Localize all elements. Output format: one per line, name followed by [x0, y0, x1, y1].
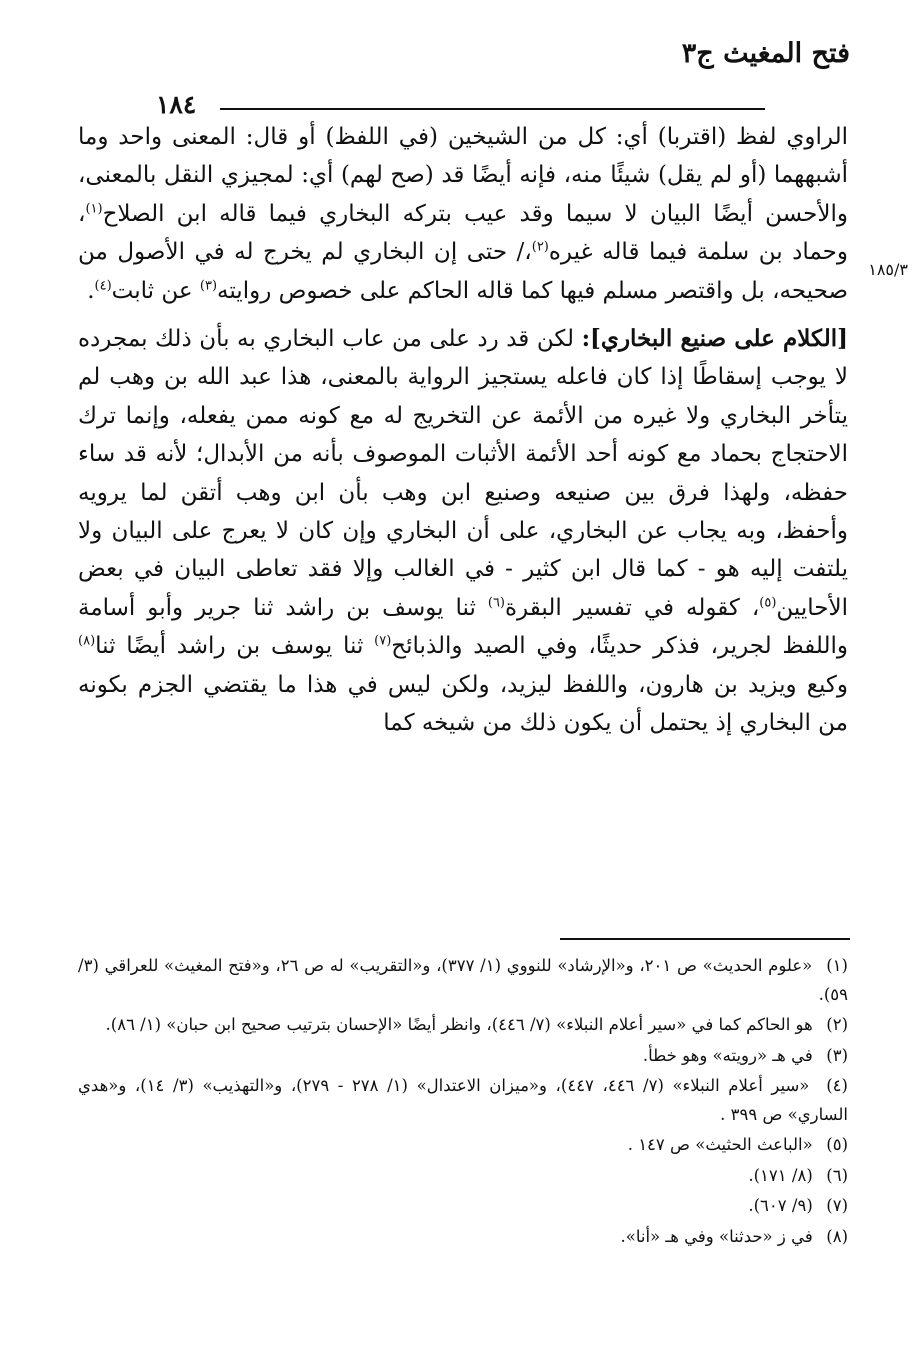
footnote-text: «سير أعلام النبلاء» (٧/ ٤٤٦، ٤٤٧)، و«ميزان الاعتدال» (١/ ٢٧٨ - ٢٧٩)، و«التهذيب» (٣/ ١٤)، و«هدي الساري» ص ٣٩٩ . — [78, 1076, 848, 1124]
footnote — [78, 1192, 848, 1221]
footnote-ref[interactable]: (١) — [85, 201, 103, 217]
footnote — [78, 1131, 848, 1160]
footnote-ref[interactable]: (٦) — [487, 595, 505, 611]
footnote — [78, 1011, 848, 1040]
footnote-number: (٤) — [826, 1076, 848, 1095]
footnote-number: (٨) — [826, 1226, 848, 1246]
text-segment: ثنا يوسف بن راشد ثنا جرير وأبو أسامة واللفظ لجرير، فذكر حديثًا، وفي الصيد والذبائح — [78, 594, 848, 660]
text-segment: ، وحماد بن سلمة فيما قاله غيره — [78, 200, 849, 266]
footnote — [78, 1072, 848, 1129]
paragraph-1 — [78, 118, 848, 310]
text-segment: ،/ حتى إن البخاري لم يخرج له في الأصول من صحيحه، بل واقتصر مسلم فيها كما قاله الحاكم على خصوص روايته — [78, 239, 848, 304]
footnote — [78, 952, 848, 1009]
text-segment: ، كقوله في تفسير البقرة — [505, 594, 760, 621]
text-segment: وكيع ويزيد بن هارون، واللفظ ليزيد، ولكن ليس في هذا ما يقتضي الجزم بكونه من البخاري إذ يحتمل أن يكون ذلك من شيخه كما — [78, 671, 848, 737]
footnote-number: (١) — [826, 956, 848, 975]
footnote — [78, 1162, 848, 1191]
footnote-number: (٥) — [826, 1135, 848, 1154]
footnote-text: «علوم الحديث» ص ٢٠١، و«الإرشاد» للنووي (١/ ٣٧٧)، و«التقريب» له ص ٢٦، و«فتح المغيث» للعراقي (٣/ ٥٩). — [78, 956, 848, 1004]
footnote — [78, 1223, 848, 1252]
footnote-number: (٦) — [826, 1165, 848, 1185]
footnote-ref[interactable]: (٢) — [531, 239, 549, 255]
footnote-text: (٨/ ١٧١). — [748, 1165, 813, 1185]
footnote-number: (٧) — [826, 1196, 848, 1215]
running-title: فتح المغيث ج٣ — [681, 38, 850, 69]
footnote-ref[interactable]: (٥) — [759, 595, 777, 611]
footnote-ref[interactable]: (٨) — [78, 633, 96, 649]
paragraph-2 — [78, 320, 848, 742]
header-rule — [220, 108, 765, 110]
section-heading: [الكلام على صنيع البخاري]: — [581, 325, 848, 353]
text-segment: لكن قد رد على من عاب البخاري به بأن ذلك بمجرده لا يوجب إسقاطًا إذا كان فاعله يستجيز الرواية بالمعنى، هذا عبد الله بن وهب لم يتأخر البخاري ولا غيره من الأئمة عن التخريج له مع كونه ممن يفعله، وإنما ترك الاحتجاج بحماد مع كونه أحد الأئمة الأثبات الموصوف بأنه من الأبدال؛ لأنه قد ساء حفظه، ولهذا فرق بين صنيعه وصنيع ابن وهب بأن ابن وهب أتقن لما يرويه وأحفظ، وبه يجاب عن البخاري، على أن البخاري وإن كان لا يعرج على البيان ولا يلتفت إليه هو - كما قال ابن كثير - في الغالب وإلا فقد تعاطى البيان في بعض الأحايين — [78, 326, 848, 621]
page-number: ١٨٤ — [156, 90, 197, 119]
text-segment: ثنا يوسف بن راشد أيضًا ثنا — [95, 633, 375, 660]
text-segment: . — [87, 277, 95, 304]
footnote-ref[interactable]: (٣) — [199, 277, 218, 293]
main-text — [78, 118, 848, 743]
footnote-text: «الباعث الحثيث» ص ١٤٧ . — [627, 1135, 813, 1154]
footnote-text: في ز «حدثنا» وفي هـ «أنا». — [620, 1226, 813, 1246]
footnote-text: (٩/ ٦٠٧). — [748, 1196, 813, 1215]
footnote-text: هو الحاكم كما في «سير أعلام النبلاء» (٧/ ٤٤٦)، وانظر أيضًا «الإحسان بترتيب صحيح ابن حبان» (١/ ٨٦). — [105, 1015, 813, 1034]
footnote-ref[interactable]: (٤) — [94, 277, 112, 293]
footnote-number: (٢) — [826, 1015, 848, 1034]
footnote-separator — [560, 938, 850, 940]
footnote-number: (٣) — [826, 1045, 848, 1065]
footnote — [78, 1042, 848, 1071]
margin-page-reference: ١٨٥/٣ — [868, 260, 908, 279]
text-segment: عن ثابت — [111, 277, 200, 304]
text-segment: الراوي لفظ (اقتربا) أي: كل من الشيخين (في اللفظ) أو قال: المعنى واحد وما أشبههما (أو لم يقل) شيئًا منه، فإنه أيضًا قد (صح لهم) أي: لمجيزي النقل بالمعنى، والأحسن أيضًا البيان لا سيما وقد عيب بتركه البخاري فيما قاله ابن الصلاح — [78, 124, 848, 227]
footnote-ref[interactable]: (٧) — [374, 633, 392, 649]
page-header — [70, 30, 850, 119]
footnotes — [78, 952, 848, 1253]
footnote-text: في هـ «رويته» وهو خطأ. — [642, 1045, 813, 1065]
